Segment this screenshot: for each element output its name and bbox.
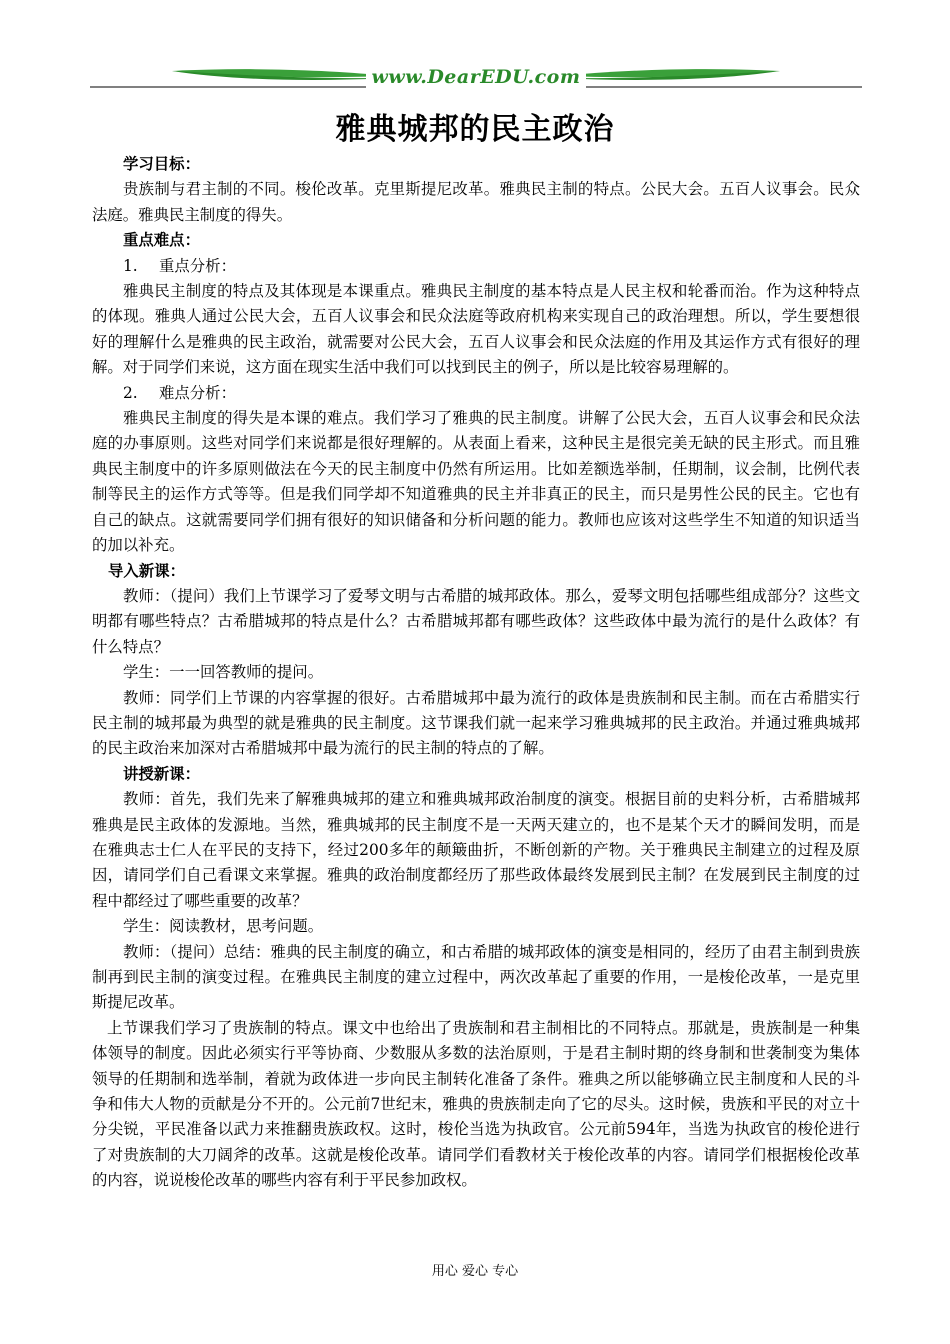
key-item-1-label: 重点分析： — [159, 256, 236, 275]
key-item-2 — [92, 381, 860, 406]
document-body — [92, 152, 860, 1194]
intro-paragraph-3: 教师：同学们上节课的内容掌握的很好。古希腊城邦中最为流行的政体是贵族制和民主制。而在古希腊实行民主制的城邦最为典型的就是雅典的民主制度。这节课我们就一起来学习雅典城邦的民主政治。并通过雅典城邦的民主政治来加深对古希腊城邦中最为流行的民主制的特点的了解。 — [92, 688, 860, 758]
key-points-heading: 重点难点： — [123, 231, 200, 250]
intro-heading: 导入新课： — [108, 561, 185, 580]
teach-paragraph-4: 上节课我们学习了贵族制的特点。课文中也给出了贵族制和君主制相比的不同特点。那就是，贵族制是一种集体领导的制度。因此必须实行平等协商、少数服从多数的法治原则，于是君主制时期的终身制和世袭制变为集体领导的任期制和选举制，着就为政体进一步向民主制转化准备了条件。雅典之所以能够确立民主制度和人民的斗争和伟大人物的贡献是分不开的。公元前7世纪末，雅典的贵族制走向了它的尽头。这时候，贵族和平民的对立十分尖锐，平民准备以武力来推翻贵族政权。这时，梭伦当选为执政官。公元前594年，当选为执政官的梭伦进行了对贵族制的大刀阔斧的改革。这就是梭伦改革。请同学们看教材关于梭伦改革的内容。请同学们根据梭伦改革的内容，说说梭伦改革的哪些内容有利于平民参加政权。 — [92, 1018, 860, 1190]
goals-paragraph: 贵族制与君主制的不同。梭伦改革。克里斯提尼改革。雅典民主制的特点。公民大会。五百人议事会。民众法庭。雅典民主制度的得失。 — [92, 180, 860, 224]
site-header-banner — [90, 62, 862, 92]
site-url — [90, 66, 862, 88]
site-url-text: www.DearEDU.com — [366, 66, 587, 88]
key-item-1-number: 1. — [123, 256, 138, 275]
goals-heading: 学习目标： — [123, 155, 200, 173]
key-item-2-paragraph: 雅典民主制度的得失是本课的难点。我们学习了雅典的民主制度。讲解了公民大会，五百人议事会和民众法庭的办事原则。这些对同学们来说都是很好理解的。从表面上看来，这种民主是很完美无缺的民主形式。而且雅典民主制度中的许多原则做法在今天的民主制度中仍然有所运用。比如差额选举制，任期制，议会制，比例代表制等民主的运作方式等等。但是我们同学却不知道雅典的民主并非真正的民主，而只是男性公民的民主。它也有自己的缺点。这就需要同学们拥有很好的知识储备和分析问题的能力。教师也应该对这些学生不知道的知识适当的加以补充。 — [92, 409, 860, 555]
teach-heading: 讲授新课： — [123, 764, 200, 783]
teach-paragraph-3: 教师：（提问）总结：雅典的民主制度的确立，和古希腊的城邦政体的演变是相同的，经历了由君主制到贵族制再到民主制的演变过程。在雅典民主制度的建立过程中，两次改革起了重要的作用，一是梭伦改革，一是克里斯提尼改革。 — [92, 942, 860, 1012]
key-item-1 — [92, 254, 860, 279]
intro-paragraph-1: 教师：（提问）我们上节课学习了爱琴文明与古希腊的城邦政体。那么，爱琴文明包括哪些组成部分？这些文明都有哪些特点？古希腊城邦的特点是什么？古希腊城邦都有哪些政体？这些政体中最为流行的是什么政体？有什么特点？ — [92, 586, 860, 656]
key-item-2-number: 2. — [123, 383, 138, 402]
key-item-1-paragraph: 雅典民主制度的特点及其体现是本课重点。雅典民主制度的基本特点是人民主权和轮番而治。作为这种特点的体现。雅典人通过公民大会，五百人议事会和民众法庭等政府机构来实现自己的政治理想。所以，学生要想很好的理解什么是雅典的民主政治，就需要对公民大会，五百人议事会和民众法庭的作用及其运作方式有很好的理解。对于同学们来说，这方面在现实生活中我们可以找到民主的例子，所以是比较容易理解的。 — [92, 282, 860, 377]
key-item-2-label: 难点分析： — [159, 383, 236, 402]
page-title: 雅典城邦的民主政治 — [335, 112, 615, 147]
teach-paragraph-2: 学生：阅读教材，思考问题。 — [123, 917, 324, 936]
page-footer: 用心 爱心 专心 — [431, 1264, 519, 1279]
teach-paragraph-1: 教师：首先，我们先来了解雅典城邦的建立和雅典城邦政治制度的演变。根据目前的史料分析，古希腊城邦雅典是民主政体的发源地。当然，雅典城邦的民主制度不是一天两天建立的，也不是某个天才的瞬间发明，而是在雅典志士仁人在平民的支持下，经过200多年的颠簸曲折，不断创新的产物。关于雅典民主制建立的过程及原因，请同学们自己看课文来掌握。雅典的政治制度都经历了那些政体最终发展到民主制？在发展到民主制度的过程中都经过了哪些重要的改革？ — [92, 790, 860, 910]
intro-paragraph-2: 学生：一一回答教师的提问。 — [123, 663, 324, 682]
